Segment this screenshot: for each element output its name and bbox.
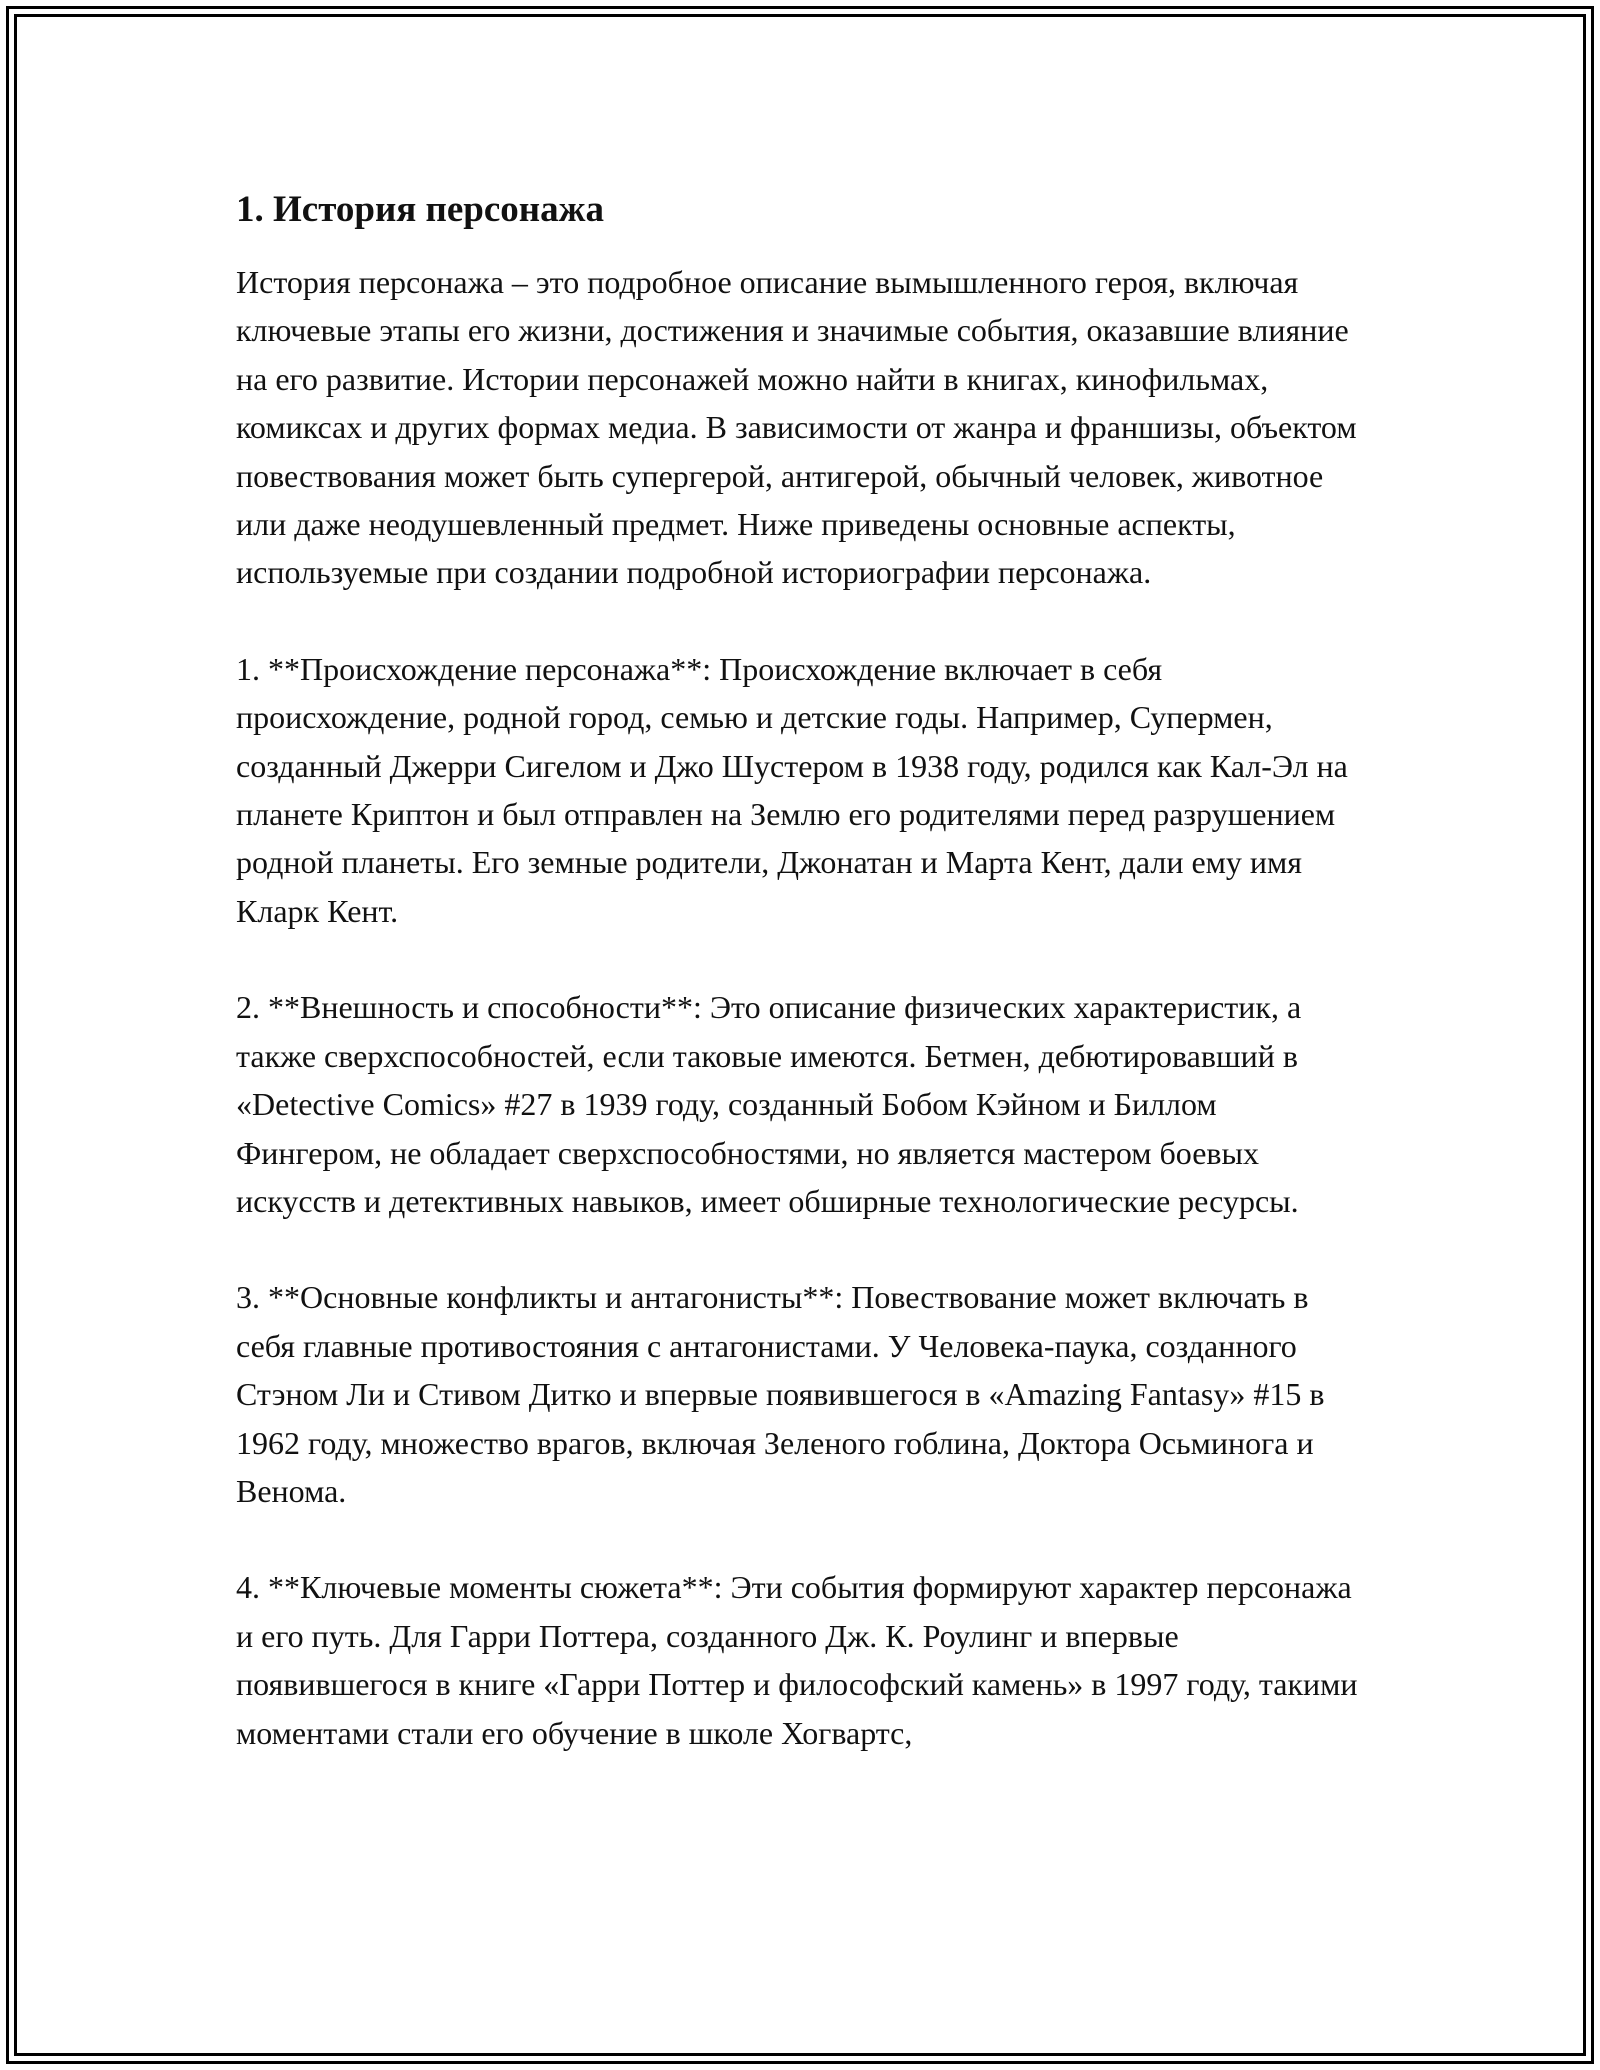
paragraph-key-moments: 4. **Ключевые моменты сюжета**: Эти события формируют характер персонажа и его путь. Для Гарри Поттера, созданного Дж. К. Роулинг и впервые появившегося в книге «Гарри Поттер и философский камень» в 1997 году, такими моментами стали его обучение в школе Хогвартс,: [236, 1569, 1358, 1751]
paragraph-intro: История персонажа – это подробное описание вымышленного героя, включая ключевые этапы его жизни, достижения и значимые события, оказавшие влияние на его развитие. Истории персонажей можно найти в книгах, кинофильмах, комиксах и других формах медиа. В зависимости от жанра и франшизы, объектом повествования может быть супергерой, антигерой, обычный человек, животное или даже неодушевленный предмет. Ниже приведены основные аспекты, используемые при создании подробной историографии персонажа.: [236, 264, 1357, 591]
paragraph-conflicts: 3. **Основные конфликты и антагонисты**: Повествование может включать в себя главные противостояния с антагонистами. У Человека-паука, созданного Стэном Ли и Стивом Дитко и впервые появившегося в «Amazing Fantasy» #15 в 1962 году, множество врагов, включая Зеленого гоблина, Доктора Осьминога и Венома.: [236, 1279, 1325, 1509]
paragraph-appearance: 2. **Внешность и способности**: Это описание физических характеристик, а также сверхспособностей, если таковые имеются. Бетмен, дебютировавший в «Detective Comics» #27 в 1939 году, созданный Бобом Кэйном и Биллом Фингером, не обладает сверхспособностями, но является мастером боевых искусств и детективных навыков, имеет обширные технологические ресурсы.: [236, 989, 1302, 1219]
section-heading: 1. История персонажа: [236, 189, 604, 230]
paragraph-origin: 1. **Происхождение персонажа**: Происхождение включает в себя происхождение, родной город, семью и детские годы. Например, Супермен, созданный Джерри Сигелом и Джо Шустером в 1938 году, родился как Кал-Эл на планете Криптон и был отправлен на Землю его родителями перед разрушением родной планеты. Его земные родители, Джонатан и Марта Кент, дали ему имя Кларк Кент.: [236, 650, 1348, 929]
document-body: [236, 184, 1366, 1805]
